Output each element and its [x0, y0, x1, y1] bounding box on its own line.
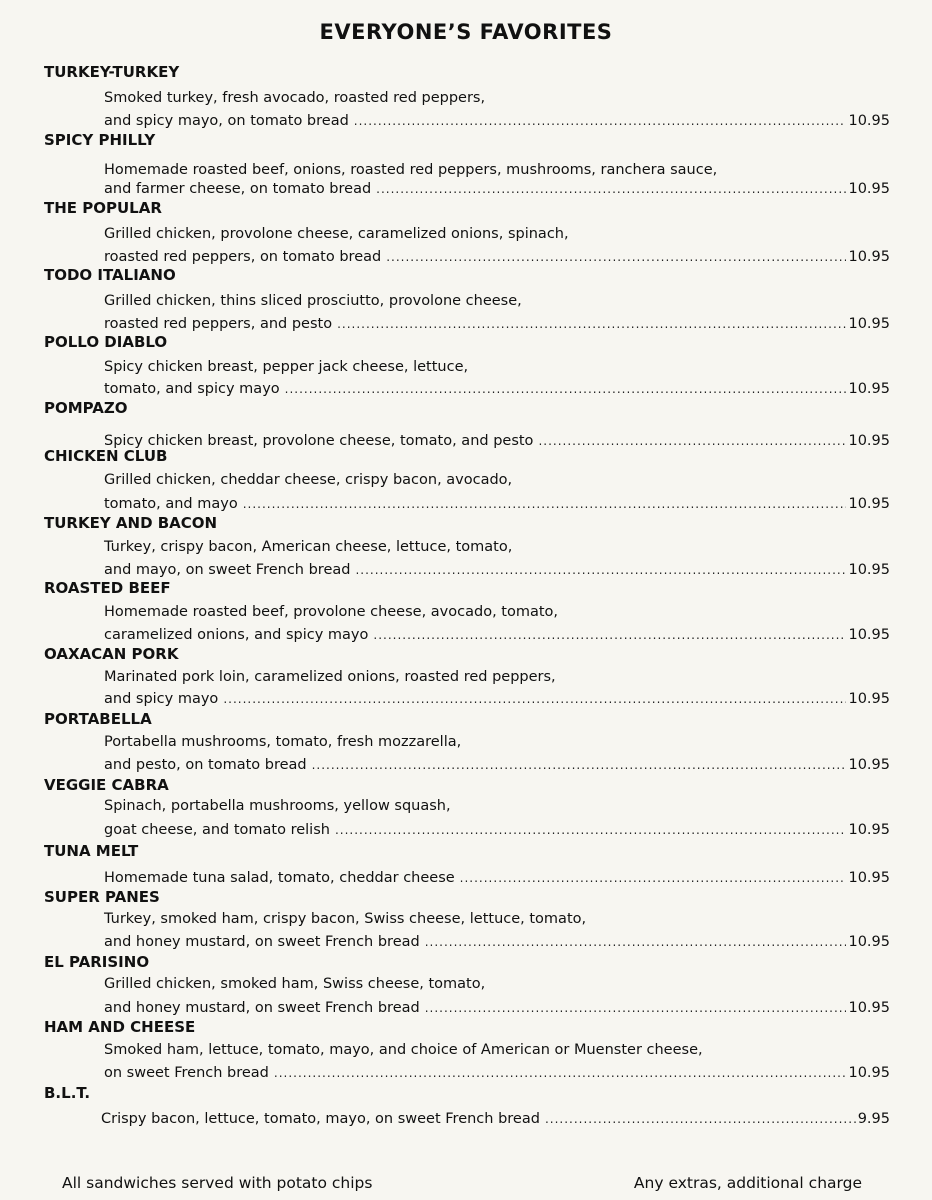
item-name: POMPAZO — [44, 399, 128, 417]
item-price-line — [104, 822, 890, 838]
item-description: Portabella mushrooms, tomato, fresh mozzarella, — [104, 734, 462, 750]
item-price: 10.95 — [848, 181, 890, 197]
dot-leader — [425, 935, 847, 949]
dot-leader — [312, 758, 847, 772]
dot-leader — [386, 250, 846, 264]
item-price: 10.95 — [848, 433, 890, 449]
item-price-line — [104, 627, 890, 643]
item-description-end: tomato, and spicy mayo — [104, 381, 280, 397]
item-price-line — [104, 691, 890, 707]
item-price: 10.95 — [848, 1000, 890, 1016]
footer-note-chips: All sandwiches served with potato chips — [62, 1174, 373, 1192]
item-description: Grilled chicken, cheddar cheese, crispy bacon, avocado, — [104, 472, 513, 488]
item-price: 10.95 — [848, 627, 890, 643]
item-price-line — [104, 562, 890, 578]
item-description: Turkey, crispy bacon, American cheese, lettuce, tomato, — [104, 539, 513, 555]
item-description-end: Crispy bacon, lettuce, tomato, mayo, on sweet French bread — [101, 1111, 540, 1127]
item-description-end: and pesto, on tomato bread — [104, 757, 307, 773]
item-name: B.L.T. — [44, 1084, 91, 1102]
item-description: Smoked ham, lettuce, tomato, mayo, and choice of American or Muenster cheese, — [104, 1042, 703, 1058]
dot-leader — [285, 382, 847, 396]
item-name: ROASTED BEEF — [44, 579, 171, 597]
item-description-end: and honey mustard, on sweet French bread — [104, 1000, 420, 1016]
item-price: 10.95 — [848, 562, 890, 578]
item-description-end: and spicy mayo, on tomato bread — [104, 113, 349, 129]
dot-leader — [223, 692, 846, 706]
item-description-end: and spicy mayo — [104, 691, 219, 707]
item-description-end: goat cheese, and tomato relish — [104, 822, 330, 838]
item-price-line — [104, 1065, 890, 1081]
item-name: CHICKEN CLUB — [44, 447, 168, 465]
item-description-end: and honey mustard, on sweet French bread — [104, 934, 420, 950]
item-description: Grilled chicken, smoked ham, Swiss cheese, tomato, — [104, 976, 486, 992]
dot-leader — [337, 317, 846, 331]
item-name: HAM AND CHEESE — [44, 1018, 196, 1036]
item-description-end: Spicy chicken breast, provolone cheese, tomato, and pesto — [104, 433, 534, 449]
item-name: TURKEY AND BACON — [44, 514, 218, 532]
item-name: POLLO DIABLO — [44, 333, 168, 351]
item-description-end: and farmer cheese, on tomato bread — [104, 181, 372, 197]
item-price: 10.95 — [848, 249, 890, 265]
item-price-line — [104, 433, 890, 449]
item-price-line — [104, 181, 890, 197]
item-price: 9.95 — [857, 1111, 890, 1127]
item-price: 10.95 — [848, 934, 890, 950]
item-price-line — [104, 870, 890, 886]
item-price: 10.95 — [848, 691, 890, 707]
dot-leader — [354, 114, 847, 128]
item-name: TODO ITALIANO — [44, 266, 176, 284]
item-name: VEGGIE CABRA — [44, 776, 169, 794]
item-price-line — [104, 316, 890, 332]
item-name: TUNA MELT — [44, 842, 139, 860]
item-price: 10.95 — [848, 316, 890, 332]
item-price: 10.95 — [848, 822, 890, 838]
item-description: Homemade roasted beef, onions, roasted red peppers, mushrooms, ranchera sauce, — [104, 162, 718, 178]
item-description: Homemade roasted beef, provolone cheese, avocado, tomato, — [104, 604, 559, 620]
item-description-end: roasted red peppers, and pesto — [104, 316, 333, 332]
item-price: 10.95 — [848, 381, 890, 397]
item-price: 10.95 — [848, 870, 890, 886]
item-price: 10.95 — [848, 113, 890, 129]
dot-leader — [545, 1112, 856, 1126]
dot-leader — [373, 628, 846, 642]
dot-leader — [243, 497, 847, 511]
item-description: Smoked turkey, fresh avocado, roasted red peppers, — [104, 90, 486, 106]
dot-leader — [355, 563, 846, 577]
item-description-end: Homemade tuna salad, tomato, cheddar cheese — [104, 870, 455, 886]
item-price-line — [104, 249, 890, 265]
dot-leader — [376, 182, 846, 196]
footer-note-extras: Any extras, additional charge — [633, 1174, 862, 1192]
item-name: SUPER PANES — [44, 888, 160, 906]
item-description-end: caramelized onions, and spicy mayo — [104, 627, 369, 643]
item-price-line — [104, 496, 890, 512]
item-name: OAXACAN PORK — [44, 645, 179, 663]
page-title: EVERYONE’S FAVORITES — [319, 20, 613, 44]
item-description-end: on sweet French bread — [104, 1065, 269, 1081]
item-description-end: tomato, and mayo — [104, 496, 238, 512]
item-price-line — [101, 1111, 890, 1127]
item-name: EL PARISINO — [44, 953, 150, 971]
item-price: 10.95 — [848, 496, 890, 512]
item-description: Marinated pork loin, caramelized onions, roasted red peppers, — [104, 669, 556, 685]
item-description-end: roasted red peppers, on tomato bread — [104, 249, 382, 265]
item-price: 10.95 — [848, 757, 890, 773]
dot-leader — [425, 1001, 847, 1015]
item-price-line — [104, 934, 890, 950]
item-price-line — [104, 1000, 890, 1016]
item-description: Spicy chicken breast, pepper jack cheese, lettuce, — [104, 359, 469, 375]
dot-leader — [538, 434, 846, 448]
item-name: THE POPULAR — [44, 199, 162, 217]
item-description: Grilled chicken, provolone cheese, caramelized onions, spinach, — [104, 226, 569, 242]
dot-leader — [335, 823, 847, 837]
item-name: SPICY PHILLY — [44, 131, 156, 149]
item-price-line — [104, 113, 890, 129]
item-name: PORTABELLA — [44, 710, 152, 728]
item-description: Turkey, smoked ham, crispy bacon, Swiss cheese, lettuce, tomato, — [104, 911, 587, 927]
item-name: TURKEY-TURKEY — [44, 63, 180, 81]
dot-leader — [460, 871, 847, 885]
dot-leader — [274, 1066, 847, 1080]
item-description-end: and mayo, on sweet French bread — [104, 562, 351, 578]
item-price: 10.95 — [848, 1065, 890, 1081]
item-description: Grilled chicken, thins sliced prosciutto, provolone cheese, — [104, 293, 522, 309]
item-price-line — [104, 757, 890, 773]
item-price-line — [104, 381, 890, 397]
item-description: Spinach, portabella mushrooms, yellow squash, — [104, 798, 451, 814]
